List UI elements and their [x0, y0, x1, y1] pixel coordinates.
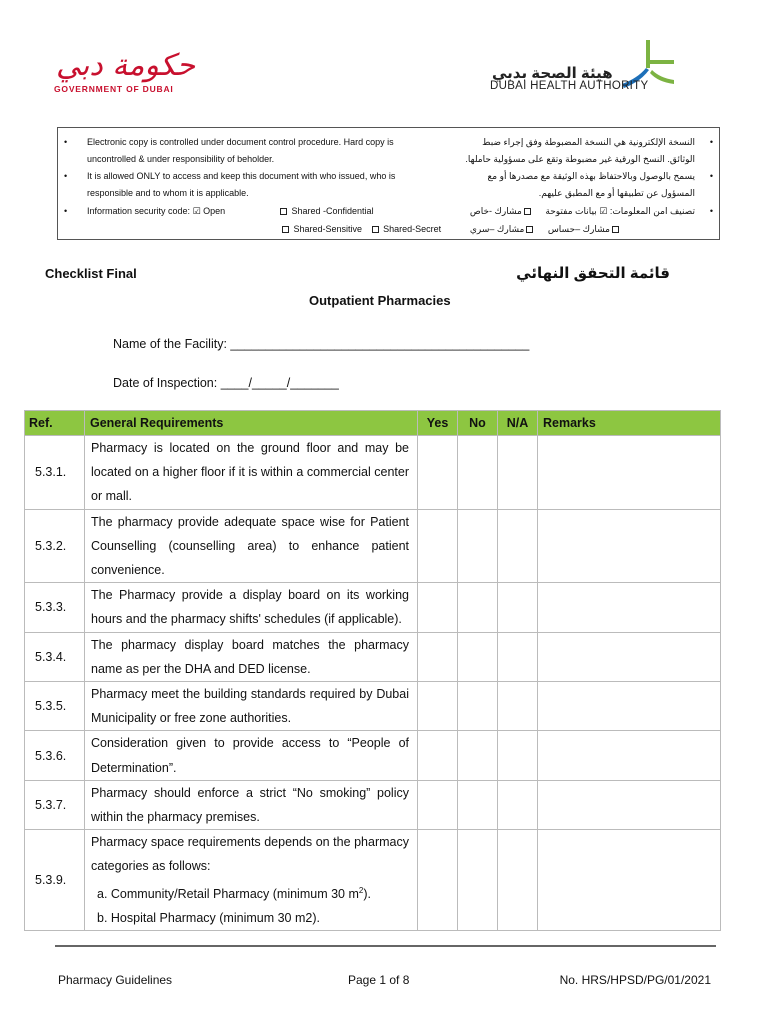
remarks-cell[interactable] — [538, 436, 721, 510]
info-ar-b1-l1: النسخة الإلكترونية هي النسخة المضبوطة وفق إجراء ضبط — [482, 137, 695, 147]
checkbox-icon[interactable] — [280, 208, 287, 215]
remarks-cell[interactable] — [538, 632, 721, 681]
inspection-date-field[interactable]: Date of Inspection: ____/_____/_______ — [113, 376, 339, 390]
na-cell[interactable] — [498, 436, 538, 510]
row-requirement — [85, 780, 418, 829]
requirement-list-item: b. Hospital Pharmacy (minimum 30 m2). — [97, 911, 320, 926]
requirements-table — [24, 410, 721, 931]
no-cell[interactable] — [458, 436, 498, 510]
row-ref: 5.3.9. — [25, 830, 85, 931]
requirement-text: Pharmacy is located on the ground floor and may be located on a higher floor if it is within a commercial center or mall. — [91, 441, 409, 504]
bullet: • — [64, 171, 68, 181]
na-cell[interactable] — [498, 509, 538, 583]
bullet: • — [709, 137, 713, 147]
row-requirement — [85, 509, 418, 583]
info-ar-security-code — [470, 206, 695, 217]
checklist-title-en: Checklist Final — [45, 266, 137, 281]
bullet: • — [709, 171, 713, 181]
no-cell[interactable] — [458, 682, 498, 731]
yes-cell[interactable] — [418, 583, 458, 632]
table-header-row — [25, 411, 721, 436]
table-row — [25, 583, 721, 632]
na-cell[interactable] — [498, 780, 538, 829]
row-requirement — [85, 830, 418, 931]
info-ar-b1-l2: الوثائق. النسخ الورقية غير مضبوطة وتقع على مسؤولية حاملها. — [465, 154, 695, 164]
no-cell[interactable] — [458, 830, 498, 931]
row-ref: 5.3.5. — [25, 682, 85, 731]
checkbox-checked-icon[interactable]: ☑ — [599, 206, 608, 216]
yes-cell[interactable] — [418, 682, 458, 731]
col-ref: Ref. — [25, 411, 85, 436]
shared-confidential-option — [278, 206, 374, 217]
remarks-cell[interactable] — [538, 731, 721, 780]
checkbox-checked-icon[interactable]: ☑ — [192, 206, 201, 216]
requirement-list-item: a. Community/Retail Pharmacy (minimum 30 $m^2$). — [97, 885, 371, 901]
table-row — [25, 780, 721, 829]
checkbox-icon[interactable] — [612, 226, 619, 233]
bullet: • — [64, 206, 68, 216]
open-label-ar: بيانات مفتوحة — [545, 206, 597, 216]
yes-cell[interactable] — [418, 830, 458, 931]
info-en-b1-l2: uncontrolled & under responsibility of beholder. — [87, 154, 275, 164]
col-yes: Yes — [418, 411, 458, 436]
row-requirement — [85, 682, 418, 731]
remarks-cell[interactable] — [538, 509, 721, 583]
requirement-text: Pharmacy should enforce a strict “No smoking” policy within the pharmacy premises. — [91, 785, 409, 825]
info-en-b2-l1: It is allowed ONLY to access and keep this document with who issued, who is — [87, 171, 396, 181]
shared-sensitive-label-ar: مشارك –حساس — [547, 224, 610, 234]
row-ref: 5.3.1. — [25, 436, 85, 510]
row-ref: 5.3.7. — [25, 780, 85, 829]
na-cell[interactable] — [498, 583, 538, 632]
open-label: Open — [203, 206, 226, 216]
yes-cell[interactable] — [418, 731, 458, 780]
checkbox-icon[interactable] — [526, 226, 533, 233]
no-cell[interactable] — [458, 583, 498, 632]
shared-secret-label-ar: مشارك –سري — [469, 224, 525, 234]
security-code-label-ar: تصنيف امن المعلومات: — [609, 206, 695, 216]
info-ar-b2-l2: المسؤول عن تطبيقها أو مع المطبق عليهم. — [538, 188, 695, 198]
gov-arabic-logo-text: حكومة دبي — [56, 48, 196, 83]
bullet: • — [64, 137, 68, 147]
info-en-security-code — [87, 206, 225, 217]
gov-name: GOVERNMENT OF DUBAI — [54, 84, 174, 94]
row-requirement — [85, 583, 418, 632]
no-cell[interactable] — [458, 632, 498, 681]
security-code-label: Information security code: — [87, 206, 191, 216]
page-number: Page 1 of 8 — [348, 973, 410, 987]
row-ref: 5.3.6. — [25, 731, 85, 780]
requirement-text: The pharmacy provide adequate space wise for Patient Counselling (counselling area) to enhance patient convenience. — [91, 514, 409, 578]
shared-secret-label: Shared-Secret — [383, 224, 442, 234]
table-row — [25, 632, 721, 681]
yes-cell[interactable] — [418, 436, 458, 510]
requirement-text: The pharmacy display board matches the pharmacy name as per the DHA and DED license. — [91, 637, 409, 676]
dha-name: DUBAI HEALTH AUTHORITY — [490, 80, 649, 92]
shared-confidential-label-ar: مشارك -خاص — [469, 206, 522, 216]
col-no: No — [458, 411, 498, 436]
no-cell[interactable] — [458, 780, 498, 829]
na-cell[interactable] — [498, 632, 538, 681]
info-ar-shared — [470, 224, 621, 235]
checkbox-icon[interactable] — [524, 208, 531, 215]
yes-cell[interactable] — [418, 780, 458, 829]
shared-sensitive-option — [280, 224, 441, 235]
na-cell[interactable] — [498, 830, 538, 931]
table-row — [25, 509, 721, 583]
row-ref: 5.3.4. — [25, 632, 85, 681]
row-ref: 5.3.3. — [25, 583, 85, 632]
shared-sensitive-label: Shared-Sensitive — [293, 224, 363, 234]
checkbox-icon[interactable] — [372, 226, 379, 233]
requirement-text: Pharmacy space requirements depends on the pharmacy categories as follows: — [91, 835, 409, 874]
footer-left: Pharmacy Guidelines — [58, 973, 173, 987]
document-control-box — [57, 127, 720, 240]
shared-confidential-label: Shared -Confidential — [291, 206, 374, 216]
na-cell[interactable] — [498, 731, 538, 780]
info-ar-b2-l1: يسمح بالوصول وبالاحتفاظ بهذه الوثيقة مع مصدرها أو مع — [487, 171, 695, 181]
table-row — [25, 731, 721, 780]
row-requirement — [85, 632, 418, 681]
no-cell[interactable] — [458, 731, 498, 780]
requirement-text: The Pharmacy provide a display board on its working hours and the pharmacy shifts' schedules (if applicable). — [91, 588, 409, 627]
requirement-text: Consideration given to provide access to “People of Determination”. — [91, 736, 409, 775]
document-number: No. HRS/HPSD/PG/01/2021 — [559, 973, 711, 987]
info-en-b1-l1: Electronic copy is controlled under document control procedure. Hard copy is — [87, 137, 394, 147]
row-ref: 5.3.2. — [25, 509, 85, 583]
remarks-cell[interactable] — [538, 583, 721, 632]
info-en-b2-l2: responsible and to whom it is applicable. — [87, 188, 249, 198]
na-cell[interactable] — [498, 682, 538, 731]
row-requirement — [85, 436, 418, 510]
remarks-cell[interactable] — [538, 682, 721, 731]
table-row — [25, 830, 721, 931]
footer-divider — [55, 945, 716, 947]
checkbox-icon[interactable] — [282, 226, 289, 233]
col-na: N/A — [498, 411, 538, 436]
col-remarks: Remarks — [538, 411, 721, 436]
col-requirements: General Requirements — [85, 411, 418, 436]
remarks-cell[interactable] — [538, 830, 721, 931]
remarks-cell[interactable] — [538, 780, 721, 829]
requirement-text: Pharmacy meet the building standards required by Dubai Municipality or free zone authorities. — [91, 687, 409, 726]
table-row — [25, 682, 721, 731]
no-cell[interactable] — [458, 509, 498, 583]
yes-cell[interactable] — [418, 509, 458, 583]
bullet: • — [709, 206, 713, 216]
checklist-title-ar: قائمة التحقق النهائي — [516, 265, 670, 282]
table-row — [25, 436, 721, 510]
yes-cell[interactable] — [418, 632, 458, 681]
row-requirement — [85, 731, 418, 780]
facility-name-field[interactable]: Name of the Facility: ___________________________________________ — [113, 337, 530, 351]
dha-arabic-name: هيئة الصحة بدبي — [492, 65, 613, 82]
page-subtitle: Outpatient Pharmacies — [309, 293, 451, 308]
